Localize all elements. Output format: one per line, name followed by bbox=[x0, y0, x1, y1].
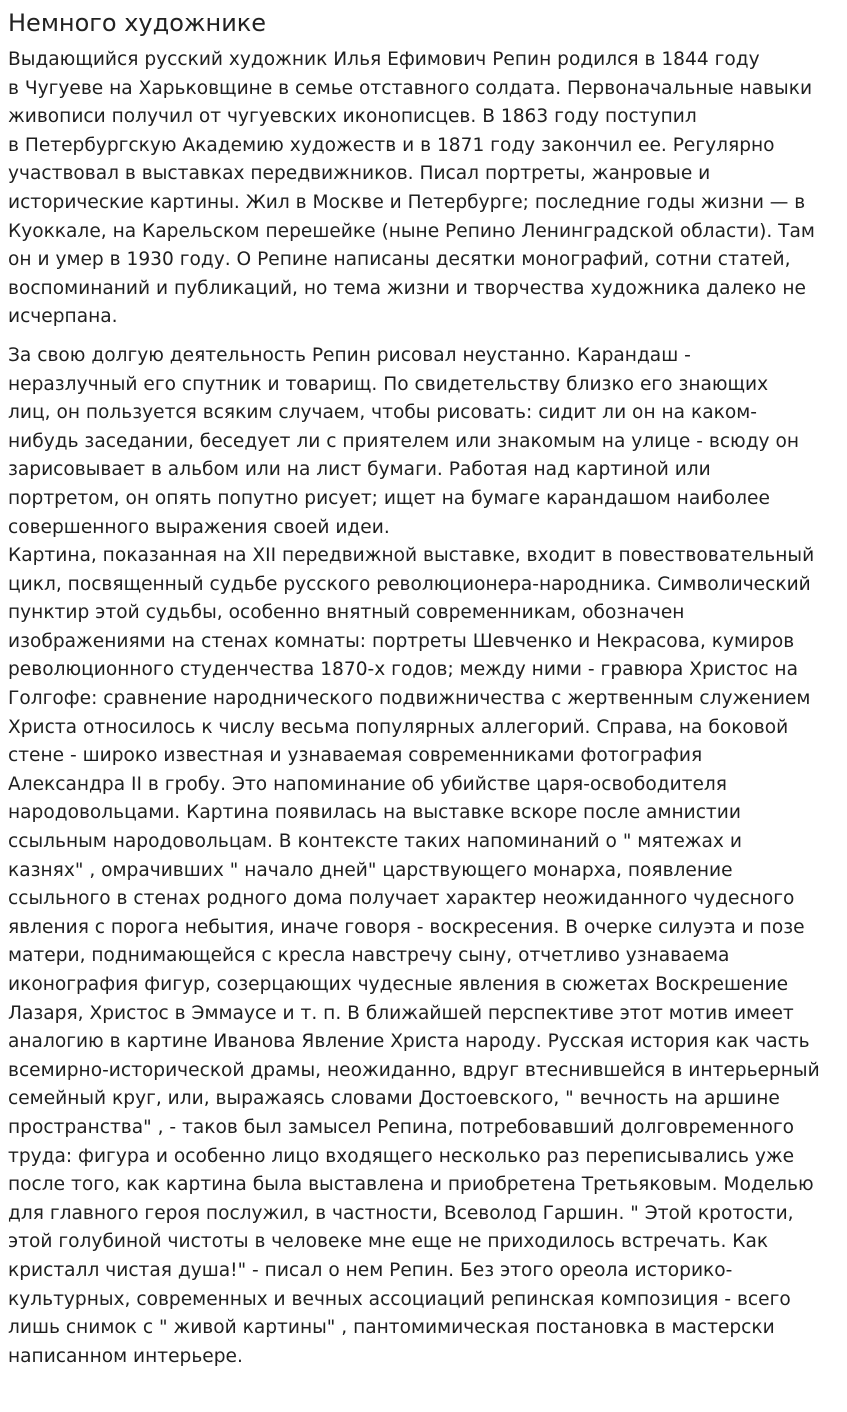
paragraph-painting: Картина, показанная на XII передвижной выставке, входит в повествовательный цикл, посвященный судьбе русского революционера-народника. Символический пунктир этой судьбы, особенно внятный современникам, обозначен изображениями на стенах комнаты: портреты Шевченко и Некрасова, кумиров революционного студенчества 1870-х годов; между ними - гравюра Христос на Голгофе: сравнение народнического подвижничества с жертвенным служением Христа относилось к числу весьма популярных аллегорий. Справа, на боковой стене - широко известная и узнаваемая современниками фотография Александра II в гробу. Это напоминание об убийстве царя-освободителя народовольцами. Картина появилась на выставке вскоре после амнистии ссыльным народовольцам. В контексте таких напоминаний о " мятежах и казнях" , омрачивших " начало дней" царствующего монарха, появление ссыльного в стенах родного дома получает характер неожиданного чудесного явления с порога небытия, иначе говоря - воскресения. В очерке силуэта и позе матери, поднимающейся с кресла навстречу сыну, отчетливо узнаваема иконография фигур, созерцающих чудесные явления в сюжетах Воскрешение Лазаря, Христос в Эммаусе и т. п. В ближайшей перспективе этот мотив имеет аналогию в картине Иванова Явление Христа народу. Русская история как часть всемирно-исторической драмы, неожиданно, вдруг втеснившейся в интерьерный семейный круг, или, выражаясь словами Достоевского, " вечность на аршине пространства" , - таков был замысел Репина, потребовавший долговременного труда: фигура и особенно лицо входящего несколько раз переписывались уже после того, как картина была выставлена и приобретена Третьяковым. Моделью для главного героя послужил, в частности, Всеволод Гаршин. " Этой кротости, этой голубиной чистоты в человеке мне еще не приходилось встречать. Как кристалл чистая душа!" - писал о нем Репин. Без этого ореола историко- культурных, современных и вечных ассоциаций репинская композиция - всего лишь снимок с " живой картины" , пантомимическая постановка в мастерски написанном интерьере. bbox=[8, 545, 820, 1367]
paragraph-biography: Выдающийся русский художник Илья Ефимович Репин родился в 1844 году в Чугуеве на Харьковщине в семье отставного солдата. Первоначальные навыки живописи получил от чугуевских иконописцев. В 1863 году поступил в Петербургскую Академию художеств и в 1871 году закончил ее. Регулярно участвовал в выставках передвижников. Писал портреты, жанровые и исторические картины. Жил в Москве и Петербурге; последние годы жизни — в Куоккале, на Карельском перешейке (ныне Репино Ленинградской области). Там он и умер в 1930 году. О Репине написаны десятки монографий, сотни статей, воспоминаний и публикаций, но тема жизни и творчества художника далеко не исчерпана. bbox=[8, 49, 815, 328]
paragraph-drawing: За свою долгую деятельность Репин рисовал неустанно. Карандаш - неразлучный его спутник и товарищ. По свидетельству близко его знающих лиц, он пользуется всяким случаем, чтобы рисовать: сидит ли он на каком- нибудь заседании, беседует ли с приятелем или знакомым на улице - всюду он зарисовывает в альбом или на лист бумаги. Работая над картиной или портретом, он опять попутно рисует; ищет на бумаге карандашом наиболее совершенного выражения своей идеи. bbox=[8, 344, 800, 538]
article-title: Немного художнике bbox=[8, 9, 267, 37]
